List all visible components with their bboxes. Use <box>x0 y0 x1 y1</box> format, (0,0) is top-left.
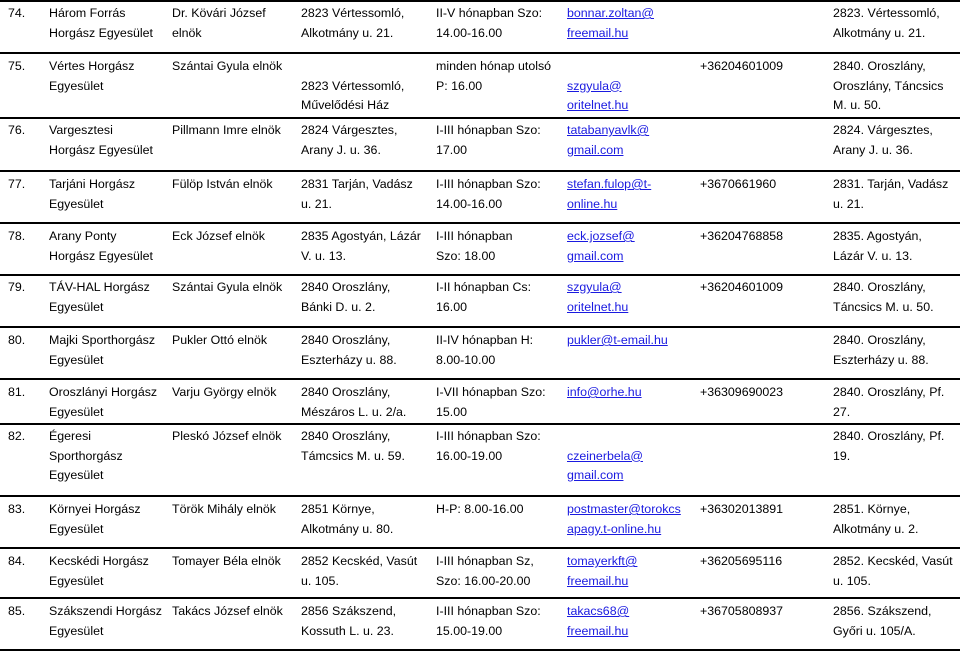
office-hours-cell <box>436 4 542 43</box>
phone-number-cell <box>700 121 703 141</box>
table-row <box>0 0 960 52</box>
address: Kossuth L. u. 23. <box>301 623 394 638</box>
office-hours: 14.00-16.00 <box>436 25 503 40</box>
phone-number-cell <box>700 278 783 298</box>
office-hours-cell <box>436 175 541 214</box>
president-cell <box>172 500 276 520</box>
office-hours: I-III hónapban <box>436 229 513 243</box>
row-number-cell <box>8 227 25 247</box>
office-hours-cell <box>436 278 531 317</box>
office-hours: I-II hónapban Cs: <box>436 280 532 294</box>
address: Eszterházy u. 88. <box>301 352 397 367</box>
president-cell <box>172 383 276 403</box>
postal-address-cell <box>833 427 944 466</box>
president: Szántai Gyula elnök <box>172 59 283 73</box>
association-name-cell <box>49 227 153 266</box>
row-number-cell <box>8 602 25 622</box>
row-divider <box>0 495 960 497</box>
association-name-cell <box>49 602 162 641</box>
association-name: Horgász Egyesület <box>49 25 153 40</box>
email-link[interactable]: pukler@t-email.hu <box>567 333 668 347</box>
association-name-cell <box>49 278 150 317</box>
row-divider <box>0 378 960 380</box>
postal-address: 2856. Szákszend, <box>833 604 932 618</box>
postal-address: Győri u. 105/A. <box>833 623 916 638</box>
association-name-cell <box>49 175 135 214</box>
association-name: Egyesület <box>49 196 104 211</box>
office-hours: I-III hónapban Szo: <box>436 429 541 443</box>
association-name-cell <box>49 331 155 370</box>
address-cell <box>301 500 393 539</box>
address-cell <box>301 278 390 317</box>
row-divider <box>0 326 960 328</box>
association-name: Égeresi <box>49 429 92 443</box>
row-divider <box>0 117 960 119</box>
address: 2840 Oroszlány, <box>301 429 391 443</box>
president: Pukler Ottó elnök <box>172 333 268 347</box>
office-hours: I-VII hónapban Szo: <box>436 385 546 399</box>
phone-number-cell <box>700 383 783 403</box>
email-link-cell <box>567 427 643 486</box>
row-number-cell <box>8 4 25 24</box>
email-link[interactable]: eck.jozsef@ <box>567 229 635 243</box>
table-row <box>0 117 960 170</box>
email-link[interactable]: oritelnet.hu <box>567 299 629 314</box>
postal-address: 2840. Oroszlány, <box>833 333 926 347</box>
phone-number: +36309690023 <box>700 385 784 399</box>
president-cell <box>172 427 282 447</box>
association-name: Horgász Egyesület <box>49 142 153 157</box>
association-name: Arany Ponty <box>49 229 117 243</box>
address: Bánki D. u. 2. <box>301 299 376 314</box>
postal-address: 2840. Oroszlány, Pf. <box>833 429 945 443</box>
address: 2856 Szákszend, <box>301 604 397 618</box>
address: V. u. 13. <box>301 248 347 263</box>
email-link[interactable]: gmail.com <box>567 142 624 157</box>
row-divider <box>0 547 960 549</box>
address: Alkotmány u. 21. <box>301 25 394 40</box>
row-number: 75. <box>8 59 26 73</box>
row-number-cell <box>8 552 25 572</box>
association-name: Egyesület <box>49 623 104 638</box>
phone-number: +3670661960 <box>700 177 777 191</box>
office-hours-cell <box>436 552 534 591</box>
postal-address: Lázár V. u. 13. <box>833 248 913 263</box>
president: Eck József elnök <box>172 229 265 243</box>
row-divider <box>0 222 960 224</box>
phone-number <box>700 121 703 141</box>
email-link <box>567 427 643 447</box>
table-row <box>0 222 960 274</box>
president-cell <box>172 175 273 195</box>
office-hours: Szo: 16.00-20.00 <box>436 573 531 588</box>
row-divider <box>0 423 960 425</box>
president-cell <box>172 121 281 141</box>
association-name-cell <box>49 121 153 160</box>
association-name: TÁV-HAL Horgász <box>49 280 150 294</box>
phone-number: +36204601009 <box>700 280 784 294</box>
email-link-cell <box>567 602 629 641</box>
office-hours: 15.00-19.00 <box>436 623 503 638</box>
table-row <box>0 326 960 378</box>
president-cell <box>172 278 282 298</box>
association-name-cell <box>49 427 123 486</box>
row-number-cell <box>8 427 25 447</box>
address: u. 105. <box>301 573 339 588</box>
address: Alkotmány u. 80. <box>301 521 394 536</box>
postal-address-cell <box>833 383 944 422</box>
address: u. 21. <box>301 196 333 211</box>
association-name-cell <box>49 500 141 539</box>
office-hours-cell <box>436 500 523 520</box>
association-name: Sporthorgász <box>49 448 123 463</box>
postal-address-cell <box>833 500 918 539</box>
table-row <box>0 597 960 649</box>
president: Török Mihály elnök <box>172 502 276 516</box>
email-link-cell <box>567 500 681 539</box>
address: 2824 Várgesztes, <box>301 123 398 137</box>
postal-address: Alkotmány u. 21. <box>833 25 926 40</box>
address-cell <box>301 331 397 370</box>
postal-address-cell <box>833 331 929 370</box>
table-row <box>0 274 960 326</box>
association-name: Környei Horgász <box>49 502 141 516</box>
address: Arany J. u. 36. <box>301 142 381 157</box>
row-divider <box>0 52 960 54</box>
row-number: 77. <box>8 177 26 191</box>
table-row <box>0 495 960 547</box>
email-link[interactable]: gmail.com <box>567 468 624 482</box>
email-link[interactable]: freemail.hu <box>567 623 629 638</box>
office-hours: 16.00-19.00 <box>436 448 503 463</box>
association-name: Egyesület <box>49 404 104 419</box>
email-link[interactable]: szgyula@ <box>567 78 622 93</box>
address-cell <box>301 121 397 160</box>
office-hours: 14.00-16.00 <box>436 196 503 211</box>
president: Tomayer Béla elnök <box>172 554 281 568</box>
row-number-cell <box>8 175 25 195</box>
email-link[interactable]: tatabanyavlk@ <box>567 123 650 137</box>
office-hours-cell <box>436 427 541 466</box>
president: Pleskó József elnök <box>172 429 282 443</box>
email-link-cell <box>567 278 628 317</box>
row-number-cell <box>8 383 25 403</box>
association-name: Szákszendi Horgász <box>49 604 162 618</box>
phone-number <box>700 427 703 447</box>
email-link-cell <box>567 4 654 43</box>
address: Művelődési Ház <box>301 98 390 112</box>
row-divider <box>0 170 960 172</box>
email-link[interactable]: freemail.hu <box>567 573 629 588</box>
address-cell <box>301 383 406 422</box>
row-number: 76. <box>8 123 26 137</box>
association-name: Egyesület <box>49 78 104 93</box>
phone-number-cell <box>700 427 703 447</box>
row-number-cell <box>8 500 25 520</box>
address-cell <box>301 57 404 116</box>
office-hours: P: 16.00 <box>436 78 483 93</box>
row-number-cell <box>8 57 25 77</box>
row-divider <box>0 0 960 2</box>
association-name: Egyesület <box>49 521 104 536</box>
table-bottom-border <box>0 649 960 651</box>
row-number-cell <box>8 121 25 141</box>
phone-number <box>700 331 703 351</box>
president: elnök <box>172 25 202 40</box>
postal-address: M. u. 50. <box>833 98 882 112</box>
email-link-cell <box>567 57 628 116</box>
table-row <box>0 52 960 117</box>
president: Varju György elnök <box>172 385 277 399</box>
address: 2852 Kecskéd, Vasút <box>301 554 418 568</box>
email-link[interactable]: gmail.com <box>567 248 624 263</box>
phone-number: +36204601009 <box>700 59 784 73</box>
address: 2851 Környe, <box>301 502 375 516</box>
row-divider <box>0 597 960 599</box>
phone-number-cell <box>700 602 783 622</box>
row-number-cell <box>8 331 25 351</box>
phone-number-cell <box>700 331 703 351</box>
address-cell <box>301 552 417 591</box>
email-link[interactable]: tomayerkft@ <box>567 554 638 568</box>
president: Pillmann Imre elnök <box>172 123 281 137</box>
postal-address: 2835. Agostyán, <box>833 229 922 243</box>
association-name: Egyesület <box>49 352 104 367</box>
table-row <box>0 170 960 222</box>
email-link[interactable]: freemail.hu <box>567 25 629 40</box>
address: 2823 Vértessomló, <box>301 6 405 20</box>
postal-address-cell <box>833 602 932 641</box>
address: Mészáros L. u. 2/a. <box>301 404 407 419</box>
phone-number: +36204768858 <box>700 229 784 243</box>
address-cell <box>301 602 396 641</box>
email-link[interactable]: czeinerbela@ <box>567 448 643 463</box>
postal-address-cell <box>833 121 933 160</box>
president-cell <box>172 552 281 572</box>
postal-address: 2840. Oroszlány, <box>833 59 926 73</box>
postal-address: 2852. Kecskéd, Vasút <box>833 554 953 568</box>
email-link-cell <box>567 227 635 266</box>
office-hours: I-III hónapban Sz, <box>436 554 534 568</box>
association-name: Oroszlányi Horgász <box>49 385 158 399</box>
address: 2823 Vértessomló, <box>301 78 405 93</box>
phone-number: +36302013891 <box>700 502 784 516</box>
postal-address-cell <box>833 4 940 43</box>
phone-number-cell <box>700 500 783 520</box>
association-name-cell <box>49 57 134 96</box>
office-hours: 16.00 <box>436 299 468 314</box>
email-link[interactable]: apagy.t-online.hu <box>567 521 662 536</box>
president-cell <box>172 227 265 247</box>
address-cell <box>301 427 405 466</box>
email-link[interactable]: takacs68@ <box>567 604 630 618</box>
table-row <box>0 378 960 423</box>
office-hours: I-III hónapban Szo: <box>436 177 541 191</box>
president: Szántai Gyula elnök <box>172 280 283 294</box>
address: 2840 Oroszlány, <box>301 385 391 399</box>
address: 2840 Oroszlány, <box>301 333 391 347</box>
association-name: Egyesület <box>49 468 104 482</box>
address: 2835 Agostyán, Lázár <box>301 229 421 243</box>
office-hours-cell <box>436 227 512 266</box>
association-name-cell <box>49 383 157 422</box>
row-number: 81. <box>8 385 26 399</box>
postal-address: 19. <box>833 448 851 463</box>
postal-address: Alkotmány u. 2. <box>833 521 919 536</box>
phone-number: +36705808937 <box>700 604 784 618</box>
postal-address: u. 105. <box>833 573 871 588</box>
row-number: 74. <box>8 6 26 20</box>
row-number: 79. <box>8 280 26 294</box>
phone-number <box>700 4 703 24</box>
row-number: 80. <box>8 333 26 347</box>
office-hours: II-IV hónapban H: <box>436 333 534 347</box>
address-cell <box>301 4 404 43</box>
email-link-cell <box>567 383 642 403</box>
office-hours-cell <box>436 602 541 641</box>
office-hours: II-V hónapban Szo: <box>436 6 543 20</box>
office-hours-cell <box>436 57 551 96</box>
office-hours-cell <box>436 121 541 160</box>
office-hours: I-III hónapban Szo: <box>436 604 541 618</box>
president-cell <box>172 331 267 351</box>
office-hours: H-P: 8.00-16.00 <box>436 502 524 516</box>
president: Dr. Kövári József <box>172 6 266 20</box>
association-name: Egyesület <box>49 299 104 314</box>
office-hours: 8.00-10.00 <box>436 352 496 367</box>
email-link[interactable]: oritelnet.hu <box>567 98 629 112</box>
row-divider <box>0 274 960 276</box>
row-number: 82. <box>8 429 26 443</box>
email-link[interactable]: info@orhe.hu <box>567 385 642 399</box>
email-link <box>567 57 628 77</box>
row-number: 83. <box>8 502 26 516</box>
association-name: Három Forrás <box>49 6 126 20</box>
address: 2840 Oroszlány, <box>301 280 391 294</box>
address: Támcsics M. u. 59. <box>301 448 405 463</box>
president: Fülöp István elnök <box>172 177 273 191</box>
association-name: Vargesztesi <box>49 123 113 137</box>
row-number: 84. <box>8 554 26 568</box>
office-hours: 17.00 <box>436 142 468 157</box>
postal-address-cell <box>833 278 934 317</box>
email-link[interactable]: online.hu <box>567 196 618 211</box>
postal-address: Arany J. u. 36. <box>833 142 913 157</box>
postal-address: u. 21. <box>833 196 865 211</box>
phone-number-cell <box>700 57 783 77</box>
postal-address-cell <box>833 227 922 266</box>
postal-address-cell <box>833 552 953 591</box>
association-name-cell <box>49 552 149 591</box>
president-cell <box>172 57 282 77</box>
president-cell <box>172 4 266 43</box>
postal-address: 2851. Környe, <box>833 502 911 516</box>
table-row <box>0 547 960 597</box>
office-hours: 15.00 <box>436 404 468 419</box>
phone-number-cell <box>700 227 783 247</box>
email-link[interactable]: postmaster@torokcs <box>567 502 681 516</box>
postal-address: 2824. Várgesztes, <box>833 123 933 137</box>
association-name: Majki Sporthorgász <box>49 333 156 347</box>
postal-address: 27. <box>833 404 851 419</box>
email-link-cell <box>567 175 651 214</box>
postal-address-cell <box>833 57 943 116</box>
office-hours: I-III hónapban Szo: <box>436 123 541 137</box>
address-cell <box>301 175 413 214</box>
president-cell <box>172 602 283 622</box>
postal-address: 2831. Tarján, Vadász <box>833 177 949 191</box>
office-hours-cell <box>436 383 546 422</box>
email-link-cell <box>567 552 637 591</box>
association-name-cell <box>49 4 153 43</box>
email-link[interactable]: szgyula@ <box>567 280 622 294</box>
postal-address-cell <box>833 175 948 214</box>
email-link[interactable]: bonnar.zoltan@ <box>567 6 654 20</box>
postal-address: 2840. Oroszlány, <box>833 280 926 294</box>
phone-number-cell <box>700 175 776 195</box>
postal-address: Oroszlány, Táncsics <box>833 78 944 93</box>
email-link-cell <box>567 121 649 160</box>
phone-number-cell <box>700 4 703 24</box>
postal-address: Táncsics M. u. 50. <box>833 299 934 314</box>
row-number: 78. <box>8 229 26 243</box>
email-link[interactable]: stefan.fulop@t- <box>567 177 652 191</box>
address: 2831 Tarján, Vadász <box>301 177 413 191</box>
row-number-cell <box>8 278 25 298</box>
row-number: 85. <box>8 604 26 618</box>
postal-address: Eszterházy u. 88. <box>833 352 929 367</box>
president: Takács József elnök <box>172 604 283 618</box>
office-hours: minden hónap utolsó <box>436 59 552 73</box>
association-name: Horgász Egyesület <box>49 248 153 263</box>
table-row <box>0 423 960 495</box>
phone-number-cell <box>700 552 782 572</box>
association-name: Egyesület <box>49 573 104 588</box>
postal-address: 2840. Oroszlány, Pf. <box>833 385 945 399</box>
address-cell <box>301 227 421 266</box>
office-hours: Szo: 18.00 <box>436 248 496 263</box>
association-name: Tarjáni Horgász <box>49 177 136 191</box>
phone-number: +36205695116 <box>700 554 783 568</box>
association-name: Kecskédi Horgász <box>49 554 149 568</box>
association-name: Vértes Horgász <box>49 59 135 73</box>
postal-address: 2823. Vértessomló, <box>833 6 940 20</box>
address <box>301 57 404 77</box>
email-link-cell <box>567 331 668 351</box>
office-hours-cell <box>436 331 533 370</box>
